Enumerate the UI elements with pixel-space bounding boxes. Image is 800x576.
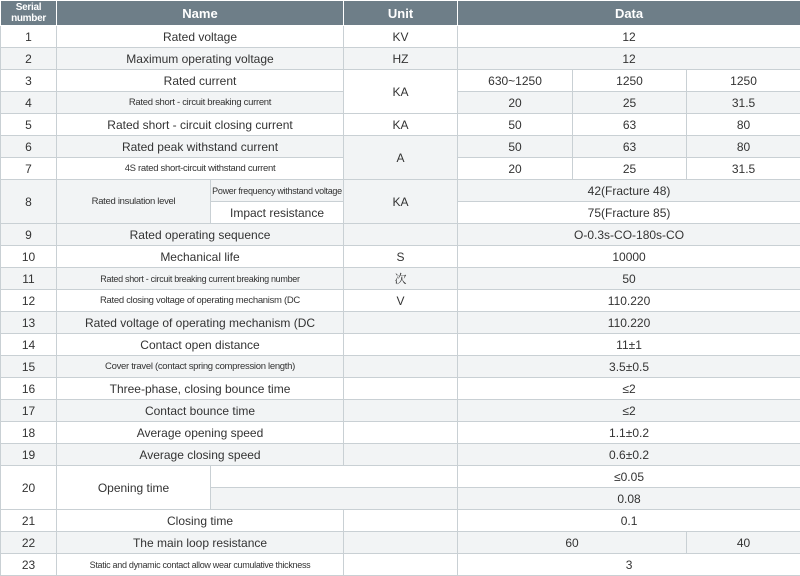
name-cell: Average closing speed <box>57 444 344 466</box>
data-cell: ≤0.05 <box>458 466 800 488</box>
data-cell: 1.1±0.2 <box>458 422 800 444</box>
data-cell: 20 <box>458 92 573 114</box>
table-row <box>1 70 800 92</box>
data-cell: 1250 <box>687 70 800 92</box>
serial-cell: 15 <box>1 356 57 378</box>
name-cell: Static and dynamic contact allow wear cumulative thickness <box>57 554 344 576</box>
name-cell: Three-phase, closing bounce time <box>57 378 344 400</box>
name-cell: Rated peak withstand current <box>57 136 344 158</box>
data-cell: 40 <box>687 532 800 554</box>
table-row <box>1 224 800 246</box>
serial-cell: 6 <box>1 136 57 158</box>
name-cell: Rated insulation level <box>57 180 211 224</box>
serial-cell: 1 <box>1 26 57 48</box>
data-cell: 0.6±0.2 <box>458 444 800 466</box>
name-cell: 4S rated short-circuit withstand current <box>57 158 344 180</box>
serial-cell: 17 <box>1 400 57 422</box>
data-cell: 1250 <box>573 70 687 92</box>
serial-cell: 12 <box>1 290 57 312</box>
unit-cell: HZ <box>344 48 458 70</box>
table-row <box>1 312 800 334</box>
serial-cell: 23 <box>1 554 57 576</box>
unit-cell: KV <box>344 26 458 48</box>
header-data: Data <box>458 1 800 26</box>
data-cell: ≤2 <box>458 400 800 422</box>
data-cell: 42(Fracture 48) <box>458 180 800 202</box>
data-cell: 10000 <box>458 246 800 268</box>
table-row <box>1 290 800 312</box>
data-cell: 75(Fracture 85) <box>458 202 800 224</box>
data-cell: 20 <box>458 158 573 180</box>
serial-cell: 19 <box>1 444 57 466</box>
table-row <box>1 356 800 378</box>
table-row <box>1 554 800 576</box>
table-row <box>1 334 800 356</box>
name-cell: Average opening speed <box>57 422 344 444</box>
unit-cell: A <box>344 136 458 180</box>
table-row <box>1 400 800 422</box>
data-cell: 63 <box>573 136 687 158</box>
data-cell: 31.5 <box>687 92 800 114</box>
name-cell: Rated voltage of operating mechanism (DC <box>57 312 344 334</box>
name-cell: Cover travel (contact spring compression length) <box>57 356 344 378</box>
data-cell: 11±1 <box>458 334 800 356</box>
table-row <box>1 246 800 268</box>
serial-cell: 18 <box>1 422 57 444</box>
serial-cell: 7 <box>1 158 57 180</box>
name-cell: The main loop resistance <box>57 532 344 554</box>
name-cell: Opening time <box>57 466 211 510</box>
data-cell: 110.220 <box>458 290 800 312</box>
serial-cell: 22 <box>1 532 57 554</box>
data-cell: O-0.3s-CO-180s-CO <box>458 224 800 246</box>
data-cell: 12 <box>458 26 800 48</box>
name-cell: Mechanical life <box>57 246 344 268</box>
serial-cell: 14 <box>1 334 57 356</box>
table-row <box>1 532 800 554</box>
table-row <box>1 26 800 48</box>
data-cell: 3.5±0.5 <box>458 356 800 378</box>
table-row <box>1 48 800 70</box>
name-cell: Contact open distance <box>57 334 344 356</box>
serial-cell: 5 <box>1 114 57 136</box>
table-row <box>1 136 800 158</box>
name-cell: Rated current <box>57 70 344 92</box>
serial-cell: 10 <box>1 246 57 268</box>
serial-cell: 3 <box>1 70 57 92</box>
name-cell: Closing time <box>57 510 344 532</box>
name-cell: Maximum operating voltage <box>57 48 344 70</box>
unit-cell <box>344 400 458 422</box>
unit-cell <box>344 312 458 334</box>
sub-name-cell: Impact resistance <box>211 202 344 224</box>
unit-cell <box>344 224 458 246</box>
header-unit: Unit <box>344 1 458 26</box>
data-cell: 60 <box>458 532 687 554</box>
sub-name-cell: Power frequency withstand voltage <box>211 180 344 202</box>
unit-cell <box>344 356 458 378</box>
name-cell: Contact bounce time <box>57 400 344 422</box>
data-cell: 630~1250 <box>458 70 573 92</box>
table-row <box>1 180 800 202</box>
unit-cell: S <box>344 246 458 268</box>
table-row <box>1 378 800 400</box>
header-row <box>1 1 800 26</box>
data-cell: ≤2 <box>458 378 800 400</box>
header-serial: Serial number <box>1 1 57 26</box>
data-cell: 3 <box>458 554 800 576</box>
data-cell: 25 <box>573 92 687 114</box>
unit-cell: KA <box>344 114 458 136</box>
unit-cell: V <box>344 290 458 312</box>
data-cell: 25 <box>573 158 687 180</box>
unit-cell <box>344 510 458 532</box>
serial-cell: 9 <box>1 224 57 246</box>
data-cell: 50 <box>458 268 800 290</box>
unit-cell <box>344 422 458 444</box>
data-cell: 50 <box>458 136 573 158</box>
table-row <box>1 268 800 290</box>
data-cell: 0.1 <box>458 510 800 532</box>
table-row <box>1 422 800 444</box>
unit-cell: 次 <box>344 268 458 290</box>
unit-cell: KA <box>344 70 458 114</box>
name-cell: Rated short - circuit breaking current breaking number <box>57 268 344 290</box>
unit-cell <box>344 378 458 400</box>
unit-cell: KA <box>344 180 458 224</box>
name-cell: Rated short - circuit closing current <box>57 114 344 136</box>
unit-cell <box>344 444 458 466</box>
serial-cell: 2 <box>1 48 57 70</box>
empty-cell <box>211 466 458 488</box>
unit-cell <box>344 334 458 356</box>
serial-cell: 13 <box>1 312 57 334</box>
table-row <box>1 466 800 488</box>
serial-cell: 4 <box>1 92 57 114</box>
table-row <box>1 510 800 532</box>
serial-cell: 11 <box>1 268 57 290</box>
data-cell: 63 <box>573 114 687 136</box>
name-cell: Rated voltage <box>57 26 344 48</box>
name-cell: Rated short - circuit breaking current <box>57 92 344 114</box>
table-row <box>1 444 800 466</box>
data-cell: 80 <box>687 114 800 136</box>
data-cell: 50 <box>458 114 573 136</box>
data-cell: 110.220 <box>458 312 800 334</box>
data-cell: 0.08 <box>458 488 800 510</box>
data-cell: 80 <box>687 136 800 158</box>
serial-cell: 20 <box>1 466 57 510</box>
unit-cell <box>344 532 458 554</box>
table-row <box>1 114 800 136</box>
empty-cell <box>211 488 458 510</box>
serial-cell: 16 <box>1 378 57 400</box>
serial-cell: 8 <box>1 180 57 224</box>
data-cell: 31.5 <box>687 158 800 180</box>
unit-cell <box>344 554 458 576</box>
header-name: Name <box>57 1 344 26</box>
name-cell: Rated operating sequence <box>57 224 344 246</box>
data-cell: 12 <box>458 48 800 70</box>
name-cell: Rated closing voltage of operating mechanism (DC <box>57 290 344 312</box>
serial-cell: 21 <box>1 510 57 532</box>
